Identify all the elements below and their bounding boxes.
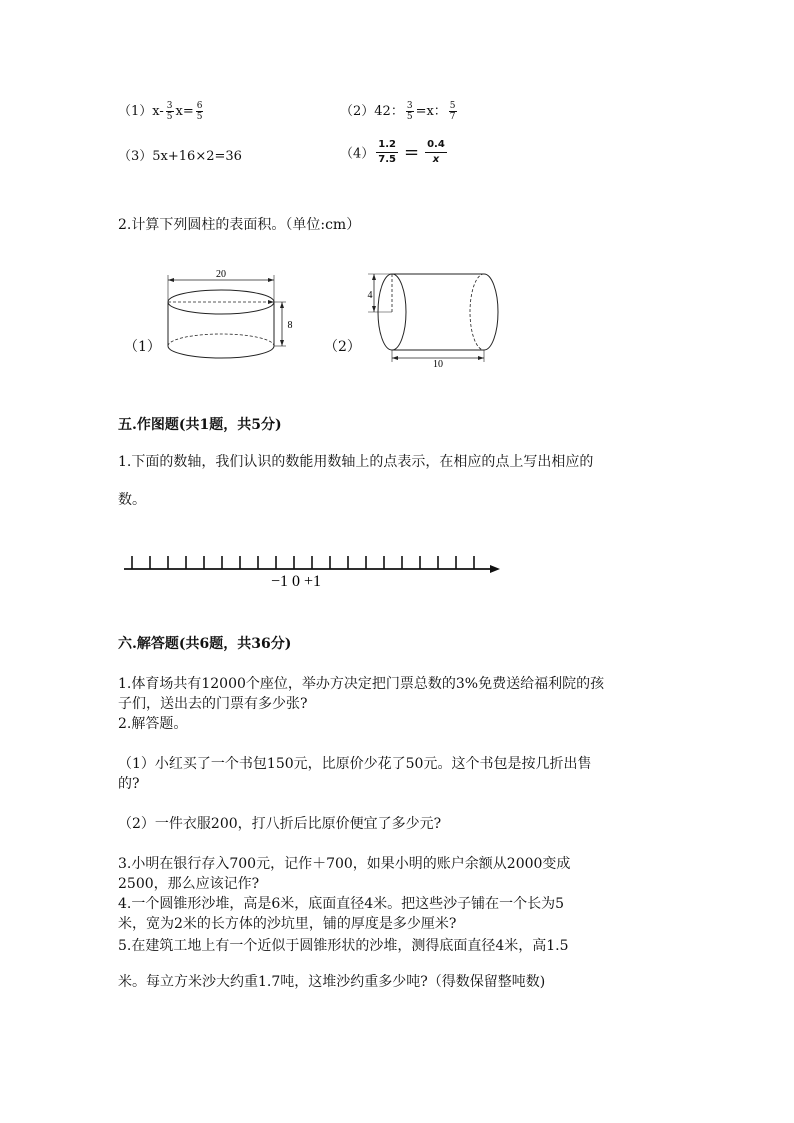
arrow-head <box>268 300 274 304</box>
section-6-q4-line-1: 4.一个圆锥形沙堆，高是6米，底面直径4米。把这些沙子铺在一个长为5 <box>118 896 565 912</box>
denominator: 5 <box>406 112 413 122</box>
denominator: 7.5 <box>378 154 396 165</box>
numerator: 6 <box>196 101 203 111</box>
section-6-q2: 2.解答题。 <box>118 716 188 732</box>
section-6-q3-line-2: 2500，那么应该记作? <box>118 876 260 892</box>
section-6-q5-line-2: 米。每立方米沙大约重1.7吨，这堆沙约重多少吨?（得数保留整吨数) <box>118 974 546 990</box>
arrow-head <box>268 278 274 282</box>
equation-term: x- <box>152 104 164 119</box>
equation-1 <box>118 100 205 122</box>
numerator: 3 <box>406 101 413 111</box>
section-6-q1-line-2: 子们，送出去的门票有多少张? <box>118 696 308 712</box>
cylinder-1-label: （1） <box>124 339 161 355</box>
length-label: 10 <box>433 359 443 370</box>
section-6-q2-sub1-line-1: （1）小红买了一个书包150元，比原价少花了50元。这个书包是按几折出售 <box>118 756 592 772</box>
denominator: 5 <box>166 112 173 122</box>
fraction <box>196 101 204 122</box>
equation-term: x= <box>175 104 194 119</box>
equation-index: （1） <box>118 104 153 119</box>
numerator: 0.4 <box>425 138 447 153</box>
cylinder-1-diagram <box>160 266 300 366</box>
numerator: 3 <box>166 101 173 111</box>
height-label: 8 <box>287 320 293 331</box>
denominator: x <box>432 154 440 165</box>
section-6-heading: 六.解答题(共6题，共36分) <box>118 636 292 652</box>
fraction <box>406 101 414 122</box>
equation-2 <box>340 100 459 122</box>
equation-term: 42： <box>374 104 404 119</box>
question-2-title: 2.计算下列圆柱的表面积。（单位:cm） <box>118 217 361 233</box>
arrow-head <box>168 278 174 282</box>
arrow-head <box>280 340 284 346</box>
section-6-q5-line-1: 5.在建筑工地上有一个近似于圆锥形状的沙堆，测得底面直径4米，高1.5 <box>118 938 569 954</box>
diameter-label: 20 <box>216 269 226 280</box>
section-5-heading: 五.作图题(共1题，共5分) <box>118 417 282 433</box>
equation-index: （3） <box>118 149 153 164</box>
equation-3 <box>118 145 242 164</box>
section-6-q4-line-2: 米，宽为2米的长方体的沙坑里，铺的厚度是多少厘米? <box>118 916 457 932</box>
arrow-head <box>478 356 484 360</box>
section-5-question-1-line-1: 1.下面的数轴，我们认识的数能用数轴上的点表示，在相应的点上写出相应的 <box>118 454 594 470</box>
fraction <box>425 138 447 166</box>
arrow-head <box>280 302 284 308</box>
equation-text: 5x+16×2=36 <box>152 149 242 164</box>
bottom-ellipse-front <box>168 346 274 358</box>
bottom-ellipse-back <box>168 334 274 346</box>
axis-ticks <box>132 556 474 569</box>
denominator: 7 <box>449 112 456 122</box>
equation-term: =x： <box>415 104 447 119</box>
right-ellipse-back <box>470 274 484 350</box>
section-6-q1-line-1: 1.体育场共有12000个座位，举办方决定把门票总数的3%免费送给福利院的孩 <box>118 676 605 692</box>
equation-index: （2） <box>340 104 375 119</box>
cylinder-2-label: （2） <box>324 339 361 355</box>
arrow-head <box>372 274 376 280</box>
axis-label: −1 0 +1 <box>270 573 322 590</box>
section-6-q2-sub1-line-2: 的? <box>118 776 140 792</box>
equation-4 <box>340 138 449 166</box>
numerator: 1.2 <box>376 138 398 153</box>
arrow-head <box>372 306 376 312</box>
fraction <box>449 101 457 122</box>
right-ellipse-front <box>484 274 498 350</box>
number-line <box>118 548 508 593</box>
denominator: 5 <box>196 112 203 122</box>
arrow-head <box>392 356 398 360</box>
numerator: 5 <box>449 101 456 111</box>
section-5-question-1-line-2: 数。 <box>118 492 146 508</box>
cylinder-2-diagram <box>360 270 510 370</box>
section-6-q3-line-1: 3.小明在银行存入700元，记作＋700，如果小明的账户余额从2000变成 <box>118 856 571 872</box>
equation-index: （4） <box>340 146 375 162</box>
radius-label: 4 <box>367 290 373 301</box>
axis-arrow <box>490 565 500 573</box>
equals-sign: = <box>404 141 420 163</box>
section-6-q2-sub2: （2）一件衣服200，打八折后比原价便宜了多少元? <box>118 816 442 832</box>
fraction <box>376 138 398 166</box>
fraction <box>166 101 174 122</box>
